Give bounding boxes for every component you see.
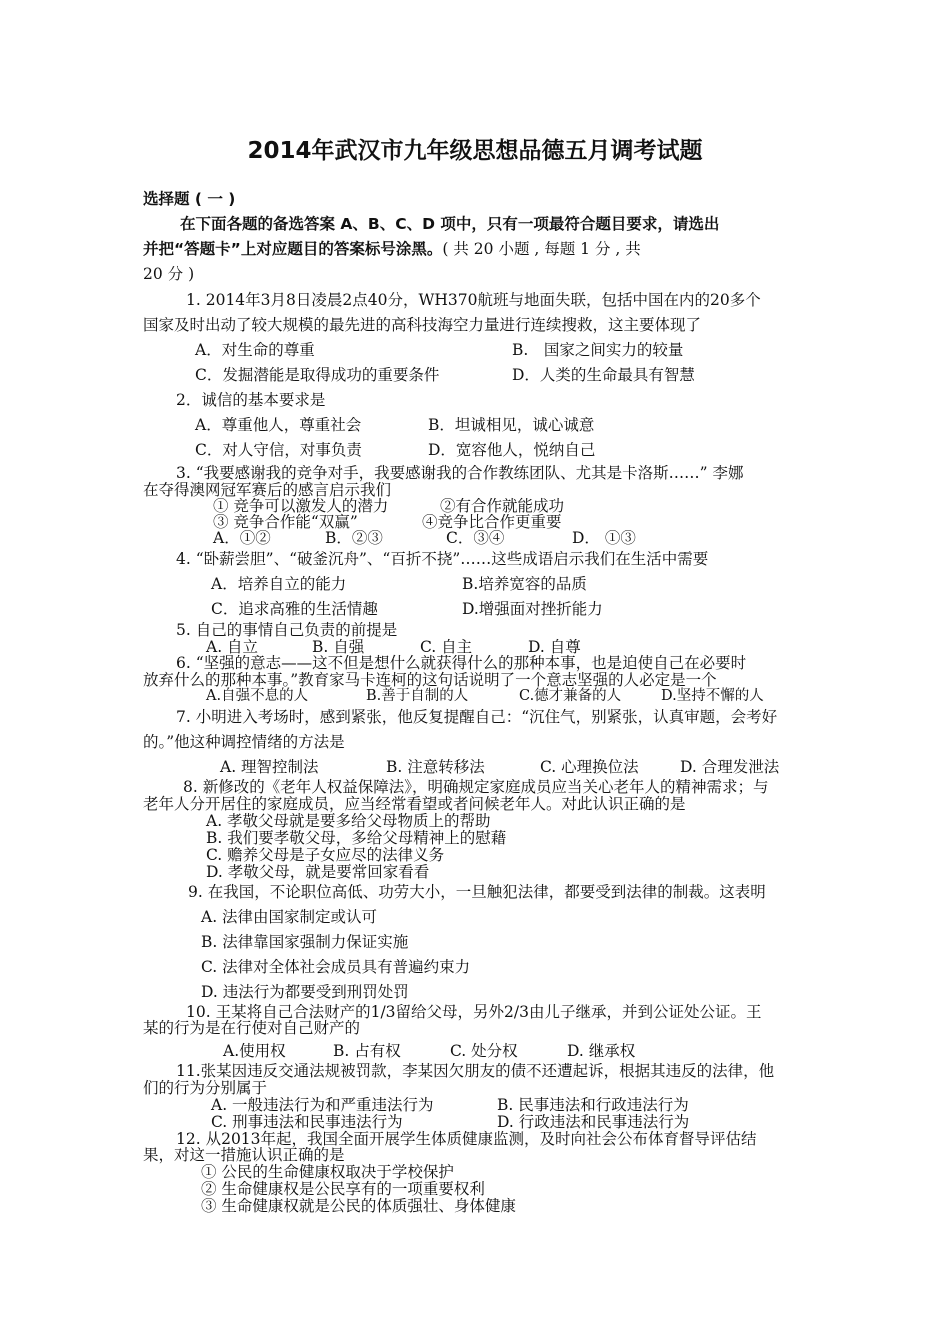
q6-stem-line-2: 放弃什么的那种本事。”教育家马卡连柯的这句话说明了一个意志坚强的人必定是一个 bbox=[143, 671, 717, 689]
q7-option-d: D. 合理发泄法 bbox=[680, 758, 780, 776]
q8-stem-line-1: 8. 新修改的《老年人权益保障法》，明确规定家庭成员应当关心老年人的精神需求；与 bbox=[183, 778, 769, 796]
q11-stem-line-1: 11.张某因违反交通法规被罚款，李某因欠朋友的债不还遭起诉，根据其违反的法律，他 bbox=[176, 1062, 775, 1080]
instruction-normal-part: ( 共 20 小题 , 每题 1 分 , 共 bbox=[442, 240, 641, 258]
q1-option-a: A．对生命的尊重 bbox=[195, 341, 315, 359]
section-heading: 选择题 ( 一 ) bbox=[143, 190, 236, 208]
q4-option-c: C．追求高雅的生活情趣 bbox=[211, 600, 378, 618]
q3-statement-2: ②有合作就能成功 bbox=[440, 497, 565, 515]
q3-statement-3: ③ 竞争合作能“双赢” bbox=[213, 513, 358, 531]
q8-option-b: B. 我们要孝敬父母，多给父母精神上的慰藉 bbox=[206, 829, 507, 847]
q7-stem-line-1: 7. 小明进入考场时，感到紧张，他反复提醒自己：“沉住气，别紧张，认真审题，会考好 bbox=[176, 708, 778, 726]
q11-option-a: A. 一般违法行为和严重违法行为 bbox=[211, 1096, 434, 1114]
q10-option-c: C. 处分权 bbox=[450, 1042, 518, 1060]
q3-option-d: D． ①③ bbox=[572, 529, 636, 547]
q6-option-d: D.坚持不懈的人 bbox=[661, 688, 764, 704]
q5-option-a: A. 自立 bbox=[206, 638, 259, 656]
q7-option-c: C. 心理换位法 bbox=[540, 758, 639, 776]
q9-option-a: A. 法律由国家制定或认可 bbox=[201, 908, 378, 926]
q3-option-b: B．②③ bbox=[325, 529, 383, 547]
q2-option-b: B．坦诚相见，诚心诚意 bbox=[428, 416, 595, 434]
q10-option-b: B. 占有权 bbox=[333, 1042, 401, 1060]
q6-stem-line-1: 6. “坚强的意志——这不但是想什么就获得什么的那种本事，也是迫使自己在必要时 bbox=[176, 654, 747, 672]
q2-stem-line-1: 2．诚信的基本要求是 bbox=[176, 391, 326, 409]
q2-option-d: D．宽容他人，悦纳自己 bbox=[428, 441, 596, 459]
q9-option-b: B. 法律靠国家强制力保证实施 bbox=[201, 933, 409, 951]
q10-stem-line-1: 10. 王某将自己合法财产的1/3留给父母，另外2/3由儿子继承，并到公证处公证。王 bbox=[186, 1003, 762, 1021]
q10-option-d: D. 继承权 bbox=[567, 1042, 636, 1060]
q3-statement-1: ① 竞争可以激发人的潜力 bbox=[213, 497, 389, 515]
q1-option-d: D．人类的生命最具有智慧 bbox=[512, 366, 695, 384]
instruction-line-1: 在下面各题的备选答案 A、B、C、D 项中，只有一项最符合题目要求，请选出 bbox=[180, 215, 720, 233]
instruction-bold-part: 并把“答题卡”上对应题目的答案标号涂黑。 bbox=[143, 240, 443, 258]
q8-option-c: C. 赡养父母是子女应尽的法律义务 bbox=[206, 846, 445, 864]
instruction-line-3: 20 分 ) bbox=[143, 265, 195, 283]
q9-option-d: D. 违法行为都要受到刑罚处罚 bbox=[201, 983, 409, 1001]
q1-option-b: B. 国家之间实力的较量 bbox=[512, 341, 684, 359]
q8-stem-line-2: 老年人分开居住的家庭成员，应当经常看望或者问候老年人。对此认识正确的是 bbox=[143, 795, 686, 813]
q6-option-b: B.善于自制的人 bbox=[366, 688, 469, 704]
q7-option-b: B. 注意转移法 bbox=[386, 758, 485, 776]
q7-stem-line-2: 的。”他这种调控情绪的方法是 bbox=[143, 733, 345, 751]
q2-option-a: A．尊重他人，尊重社会 bbox=[195, 416, 362, 434]
q5-option-d: D. 自尊 bbox=[528, 638, 581, 656]
q4-option-b: B.培养宽容的品质 bbox=[462, 575, 587, 593]
q6-option-c: C.德才兼备的人 bbox=[519, 688, 622, 704]
q5-option-c: C. 自主 bbox=[420, 638, 473, 656]
q12-statement-1: ① 公民的生命健康权取决于学校保护 bbox=[201, 1163, 454, 1181]
q12-statement-2: ② 生命健康权是公民享有的一项重要权利 bbox=[201, 1180, 485, 1198]
q11-option-c: C. 刑事违法和民事违法行为 bbox=[211, 1113, 403, 1131]
exam-title: 2014年武汉市九年级思想品德五月调考试题 bbox=[247, 138, 703, 164]
q8-option-a: A. 孝敬父母就是要多给父母物质上的帮助 bbox=[206, 812, 491, 830]
q3-option-a: A．①② bbox=[213, 529, 271, 547]
q3-stem-line-2: 在夺得澳网冠军赛后的感言启示我们 bbox=[143, 481, 392, 499]
q10-option-a: A.使用权 bbox=[223, 1042, 286, 1060]
q6-option-a: A.自强不息的人 bbox=[206, 688, 309, 704]
q12-stem-line-1: 12. 从2013年起，我国全面开展学生体质健康监测，及时向社会公布体育督导评估结 bbox=[176, 1130, 757, 1148]
q5-option-b: B. 自强 bbox=[312, 638, 365, 656]
q7-option-a: A. 理智控制法 bbox=[220, 758, 319, 776]
instruction-line-2 bbox=[143, 239, 641, 259]
q8-option-d: D. 孝敬父母，就是要常回家看看 bbox=[206, 863, 430, 881]
q4-option-a: A．培养自立的能力 bbox=[211, 575, 347, 593]
q3-stem-line-1: 3. “我要感谢我的竞争对手，我要感谢我的合作教练团队、尤其是卡洛斯……” 李娜 bbox=[176, 464, 744, 482]
q11-option-b: B. 民事违法和行政违法行为 bbox=[497, 1096, 689, 1114]
q1-option-c: C．发掘潜能是取得成功的重要条件 bbox=[195, 366, 440, 384]
q11-stem-line-2: 们的行为分别属于 bbox=[143, 1079, 268, 1097]
q3-option-c: C．③④ bbox=[446, 529, 505, 547]
q10-stem-line-2: 某的行为是在行使对自己财产的 bbox=[143, 1019, 361, 1037]
q4-stem-line-1: 4. “卧薪尝胆”、“破釜沉舟”、“百折不挠”……这些成语启示我们在生活中需要 bbox=[176, 550, 709, 568]
q1-stem-line-2: 国家及时出动了较大规模的最先进的高科技海空力量进行连续搜救，这主要体现了 bbox=[143, 316, 702, 334]
q4-option-d: D.增强面对挫折能力 bbox=[462, 600, 603, 618]
q9-stem-line-1: 9. 在我国，不论职位高低、功劳大小，一旦触犯法律，都要受到法律的制裁。这表明 bbox=[188, 883, 766, 901]
q11-option-d: D. 行政违法和民事违法行为 bbox=[497, 1113, 690, 1131]
q3-statement-4: ④竞争比合作更重要 bbox=[422, 513, 562, 531]
q9-option-c: C. 法律对全体社会成员具有普遍约束力 bbox=[201, 958, 471, 976]
q12-stem-line-2: 果，对这一措施认识正确的是 bbox=[143, 1146, 345, 1164]
q5-stem-line-1: 5. 自己的事情自己负责的前提是 bbox=[176, 621, 398, 639]
q1-stem-line-1: 1. 2014年3月8日凌晨2点40分，WH370航班与地面失联，包括中国在内的20多个 bbox=[186, 291, 761, 309]
q2-option-c: C．对人守信，对事负责 bbox=[195, 441, 362, 459]
q12-statement-3: ③ 生命健康权就是公民的体质强壮、身体健康 bbox=[201, 1197, 516, 1215]
